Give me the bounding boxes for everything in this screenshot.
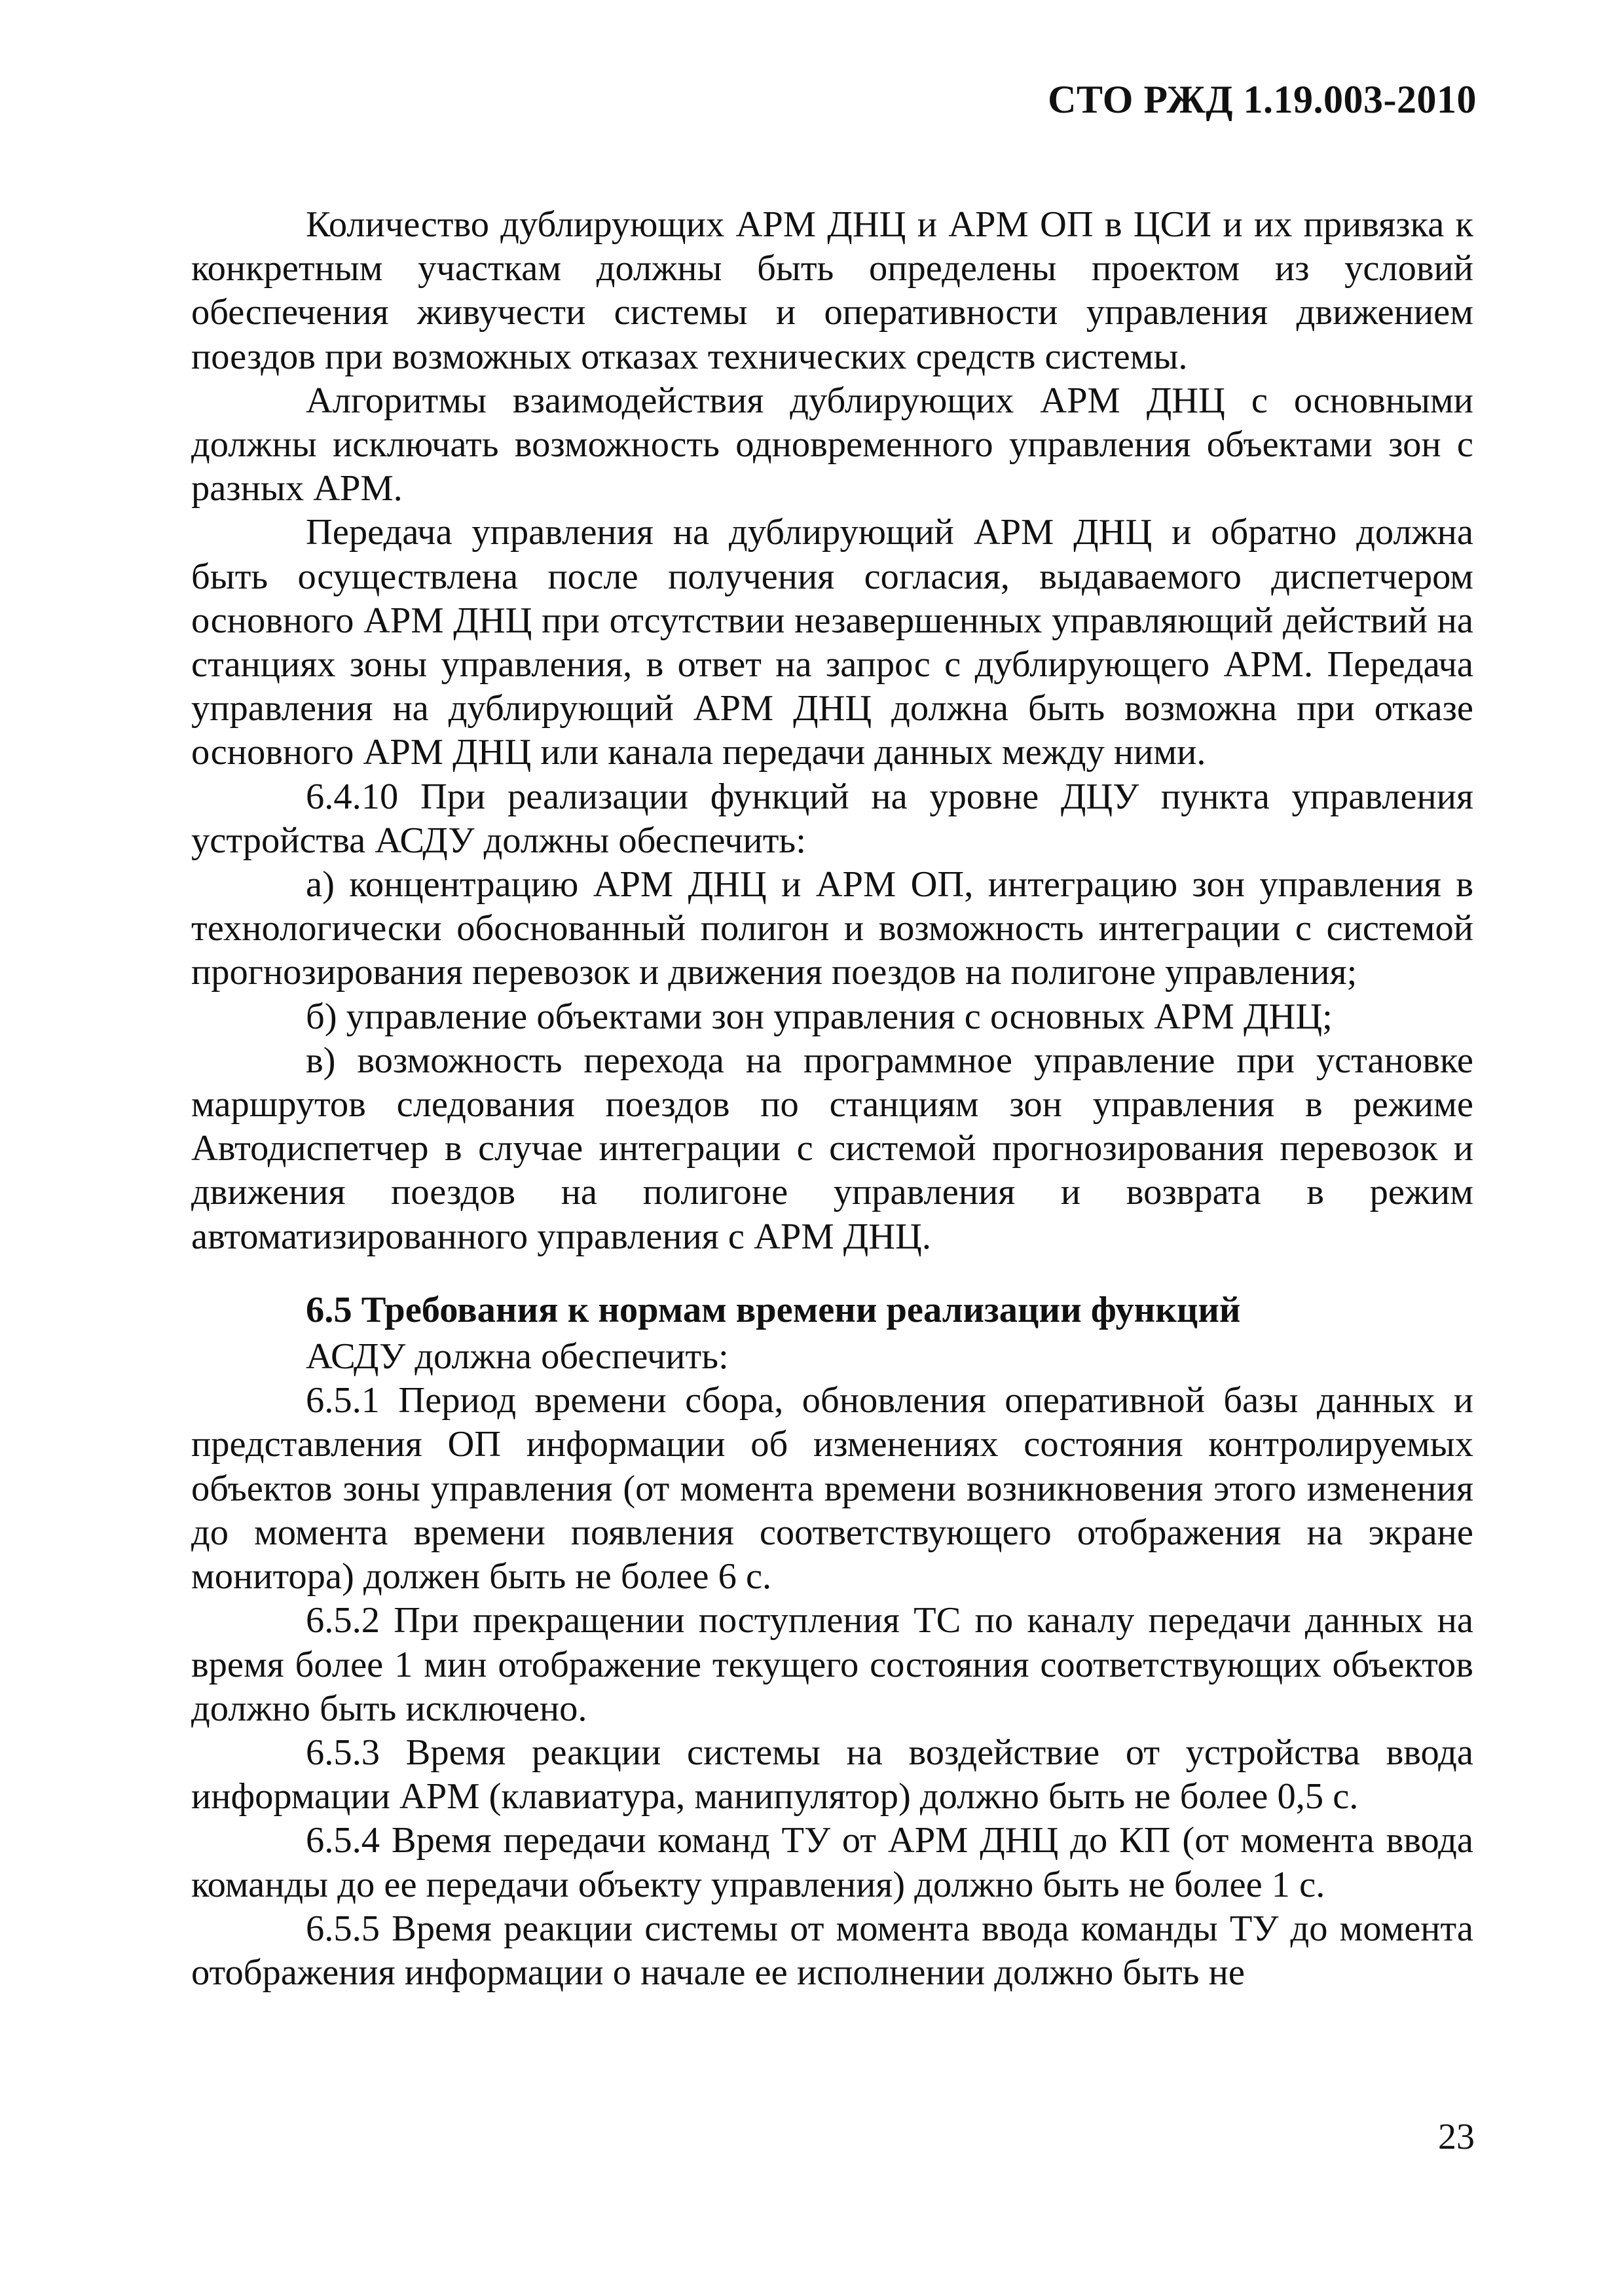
list-item: в) возможность перехода на программное управление при установке маршрутов следования поездов по станциям зон управления в режиме Автодиспетчер в случае интеграции с системой прогнозирования перевозок и движения поездов на полигоне управления и возврата в режим автоматизированного управления с АРМ ДНЦ. [191, 1040, 1473, 1257]
paragraph: 6.5.1 Период времени сбора, обновления оперативной базы данных и представления ОП информации об изменениях состояния контролируемых объектов зоны управления (от момента времени возникновения этого изменения до момента времени появления соответствующего отображения на экране монитора) должен быть не более 6 с. [191, 1380, 1473, 1597]
paragraph: Алгоритмы взаимодействия дублирующих АРМ ДНЦ с основными должны исключать возможность одновременного управления объектами зон с разных АРМ. [191, 380, 1473, 509]
paragraph: 6.5.3 Время реакции системы на воздействие от устройства ввода информации АРМ (клавиатура, манипулятор) должно быть не более 0,5 с. [191, 1732, 1473, 1817]
paragraph: АСДУ должна обеспечить: [306, 1336, 729, 1377]
paragraph: 6.4.10 При реализации функций на уровне ДЦУ пункта управления устройства АСДУ должны обеспечить: [191, 776, 1473, 861]
list-item: б) управление объектами зон управления с основных АРМ ДНЦ; [306, 996, 1333, 1037]
document-code: СТО РЖД 1.19.003-2010 [1048, 78, 1477, 121]
paragraph: Количество дублирующих АРМ ДНЦ и АРМ ОП в ЦСИ и их привязка к конкретным участкам должны быть определены проектом из условий обеспечения живучести системы и оперативности управления движением поездов при возможных отказах технических средств системы. [191, 204, 1473, 377]
page-body [191, 203, 1473, 1995]
paragraph: 6.5.4 Время передачи команд ТУ от АРМ ДНЦ до КП (от момента ввода команды до ее передачи объекту управления) должно быть не более 1 с. [191, 1820, 1473, 1905]
paragraph: Передача управления на дублирующий АРМ ДНЦ и обратно должна быть осуществлена после получения согласия, выдаваемого диспетчером основного АРМ ДНЦ при отсутствии незавершенных управляющий действий на станциях зоны управления, в ответ на запрос с дублирующего АРМ. Передача управления на дублирующий АРМ ДНЦ должна быть возможна при отказе основного АРМ ДНЦ или канала передачи данных между ними. [191, 512, 1473, 773]
page-number: 23 [1438, 2117, 1475, 2157]
list-item: а) концентрацию АРМ ДНЦ и АРМ ОП, интеграцию зон управления в технологически обоснованный полигон и возможность интеграции с системой прогнозирования перевозок и движения поездов на полигоне управления; [191, 864, 1473, 993]
paragraph: 6.5.2 При прекращении поступления ТС по каналу передачи данных на время более 1 мин отображение текущего состояния соответствующих объектов должно быть исключено. [191, 1600, 1473, 1729]
paragraph: 6.5.5 Время реакции системы от момента ввода команды ТУ до момента отображения информации о начале ее исполнении должно быть не [191, 1908, 1473, 1993]
section-heading: 6.5 Требования к нормам времени реализации функций [306, 1289, 1241, 1330]
